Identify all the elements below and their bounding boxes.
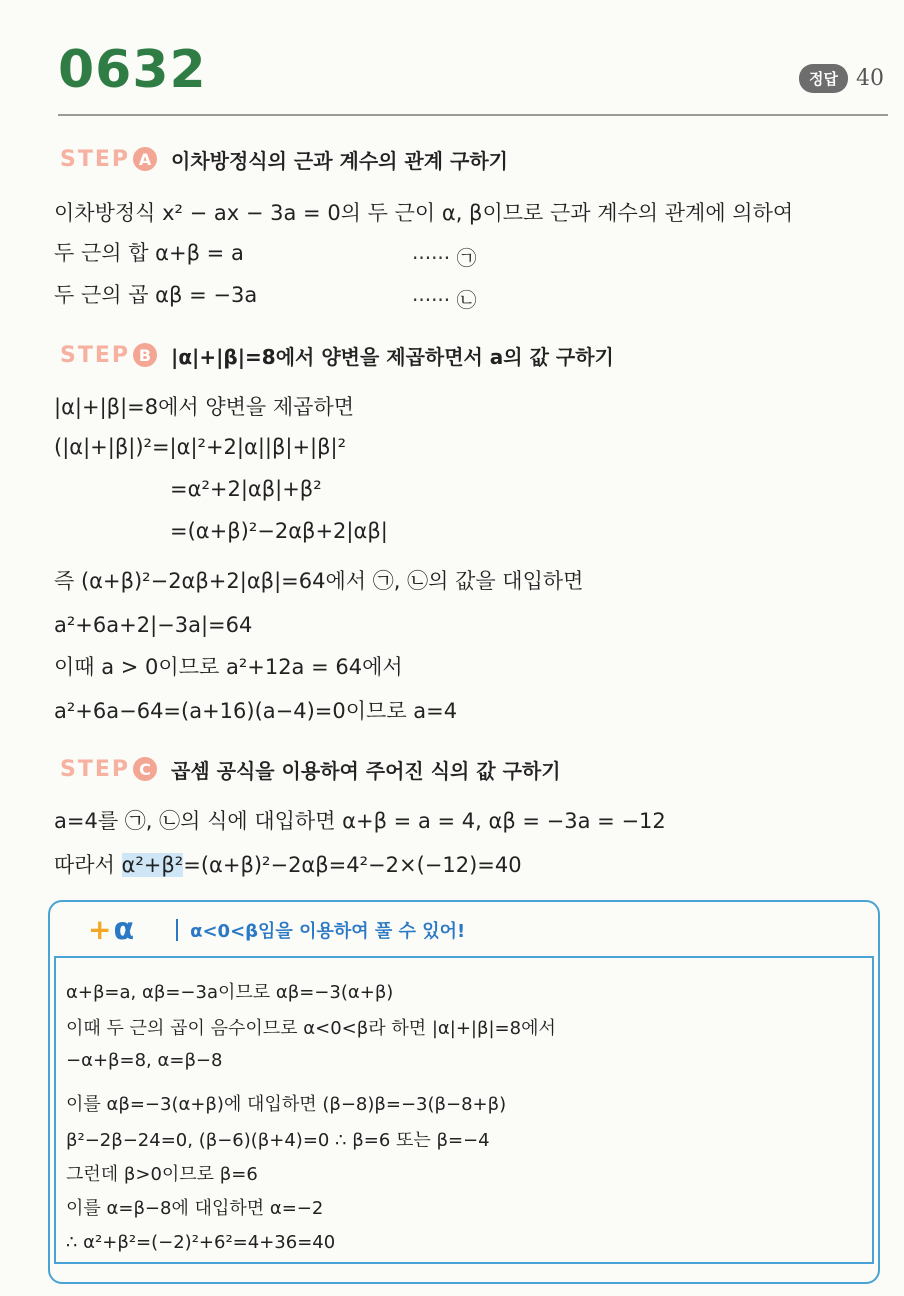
alpha-icon: α: [113, 912, 135, 947]
tip-line-4: 이를 αβ=−3(α+β)에 대입하면 (β−8)β=−3(β−8+β): [66, 1094, 507, 1115]
step-b-line-4: =(α+β)²−2αβ+2|αβ|: [170, 519, 388, 543]
step-c-line-1: a=4를 ㉠, ㉡의 식에 대입하면 α+β = a = 4, αβ = −3a = −12: [54, 809, 666, 833]
step-title: 이차방정식의 근과 계수의 관계 구하기: [171, 148, 508, 173]
tip-line-1: α+β=a, αβ=−3a이므로 αβ=−3(α+β): [66, 982, 394, 1003]
highlighted-expression: α²+β²: [121, 853, 184, 877]
tip-heading: [88, 912, 465, 947]
step-title: |α|+|β|=8에서 양변을 제곱하면서 a의 값 구하기: [171, 344, 614, 369]
step-letter-badge: C: [133, 757, 157, 781]
equation-tag-2: ······ ㉡: [412, 288, 477, 312]
tip-line-7: 이를 α=β−8에 대입하면 α=−2: [66, 1198, 324, 1219]
tip-line-5: β²−2β−24=0, (β−6)(β+4)=0 ∴ β=6 또는 β=−4: [66, 1130, 490, 1151]
step-b-heading: [60, 338, 614, 372]
step-c-line-2: [54, 850, 522, 880]
step-word: STEP: [60, 342, 131, 368]
answer-badge: 정답: [799, 64, 848, 93]
step-b-line-2: (|α|+|β|)²=|α|²+2|α||β|+|β|²: [54, 435, 347, 459]
step-a-line-2: [54, 238, 244, 268]
step-letter-badge: B: [133, 343, 157, 367]
step-b-line-5: 즉 (α+β)²−2αβ+2|αβ|=64에서 ㉠, ㉡의 값을 대입하면: [54, 569, 584, 593]
tip-title-math: α<0<β: [190, 920, 259, 942]
tip-line-3: −α+β=8, α=β−8: [66, 1050, 223, 1071]
tip-line-2: 이때 두 근의 곱이 음수이므로 α<0<β라 하면 |α|+|β|=8에서: [66, 1018, 556, 1039]
conclusion-rest: =(α+β)²−2αβ=4²−2×(−12)=40: [183, 853, 522, 877]
step-word: STEP: [60, 756, 131, 782]
tip-line-6: 그런데 β>0이므로 β=6: [66, 1164, 258, 1185]
sum-of-roots: 두 근의 합 α+β = a: [54, 241, 244, 265]
header: [58, 40, 888, 120]
tip-line-8: ∴ α²+β²=(−2)²+6²=4+36=40: [66, 1232, 336, 1253]
tip-title: [190, 917, 465, 943]
step-a-line-1: 이차방정식 x² − ax − 3a = 0의 두 근이 α, β이므로 근과 계수의 관계에 의하여: [54, 201, 794, 225]
step-b-line-6: a²+6a+2|−3a|=64: [54, 613, 253, 637]
conclusion-prefix: 따라서: [54, 853, 122, 877]
step-a-heading: [60, 142, 508, 176]
step-b-line-1: |α|+|β|=8에서 양변을 제곱하면: [54, 395, 355, 419]
equation-tag-1: ······ ㉠: [412, 246, 477, 270]
tip-title-text: 임을 이용하여 풀 수 있어!: [258, 920, 466, 942]
step-c-heading: [60, 752, 561, 786]
step-word: STEP: [60, 146, 131, 172]
header-divider: [58, 114, 888, 116]
problem-number: 0632: [58, 40, 207, 100]
step-a-line-3: [54, 280, 257, 310]
product-of-roots: 두 근의 곱 αβ = −3a: [54, 283, 258, 307]
step-b-line-3: =α²+2|αβ|+β²: [170, 477, 322, 501]
answer-value: 40: [856, 66, 884, 91]
step-letter-badge: A: [133, 147, 157, 171]
step-title: 곱셈 공식을 이용하여 주어진 식의 값 구하기: [171, 758, 561, 783]
tip-divider: [176, 919, 178, 941]
step-b-line-7: 이때 a > 0이므로 a²+12a = 64에서: [54, 655, 403, 679]
plus-icon: +: [88, 913, 112, 946]
answer-area: [799, 64, 884, 93]
step-b-line-8: a²+6a−64=(a+16)(a−4)=0이므로 a=4: [54, 699, 458, 723]
